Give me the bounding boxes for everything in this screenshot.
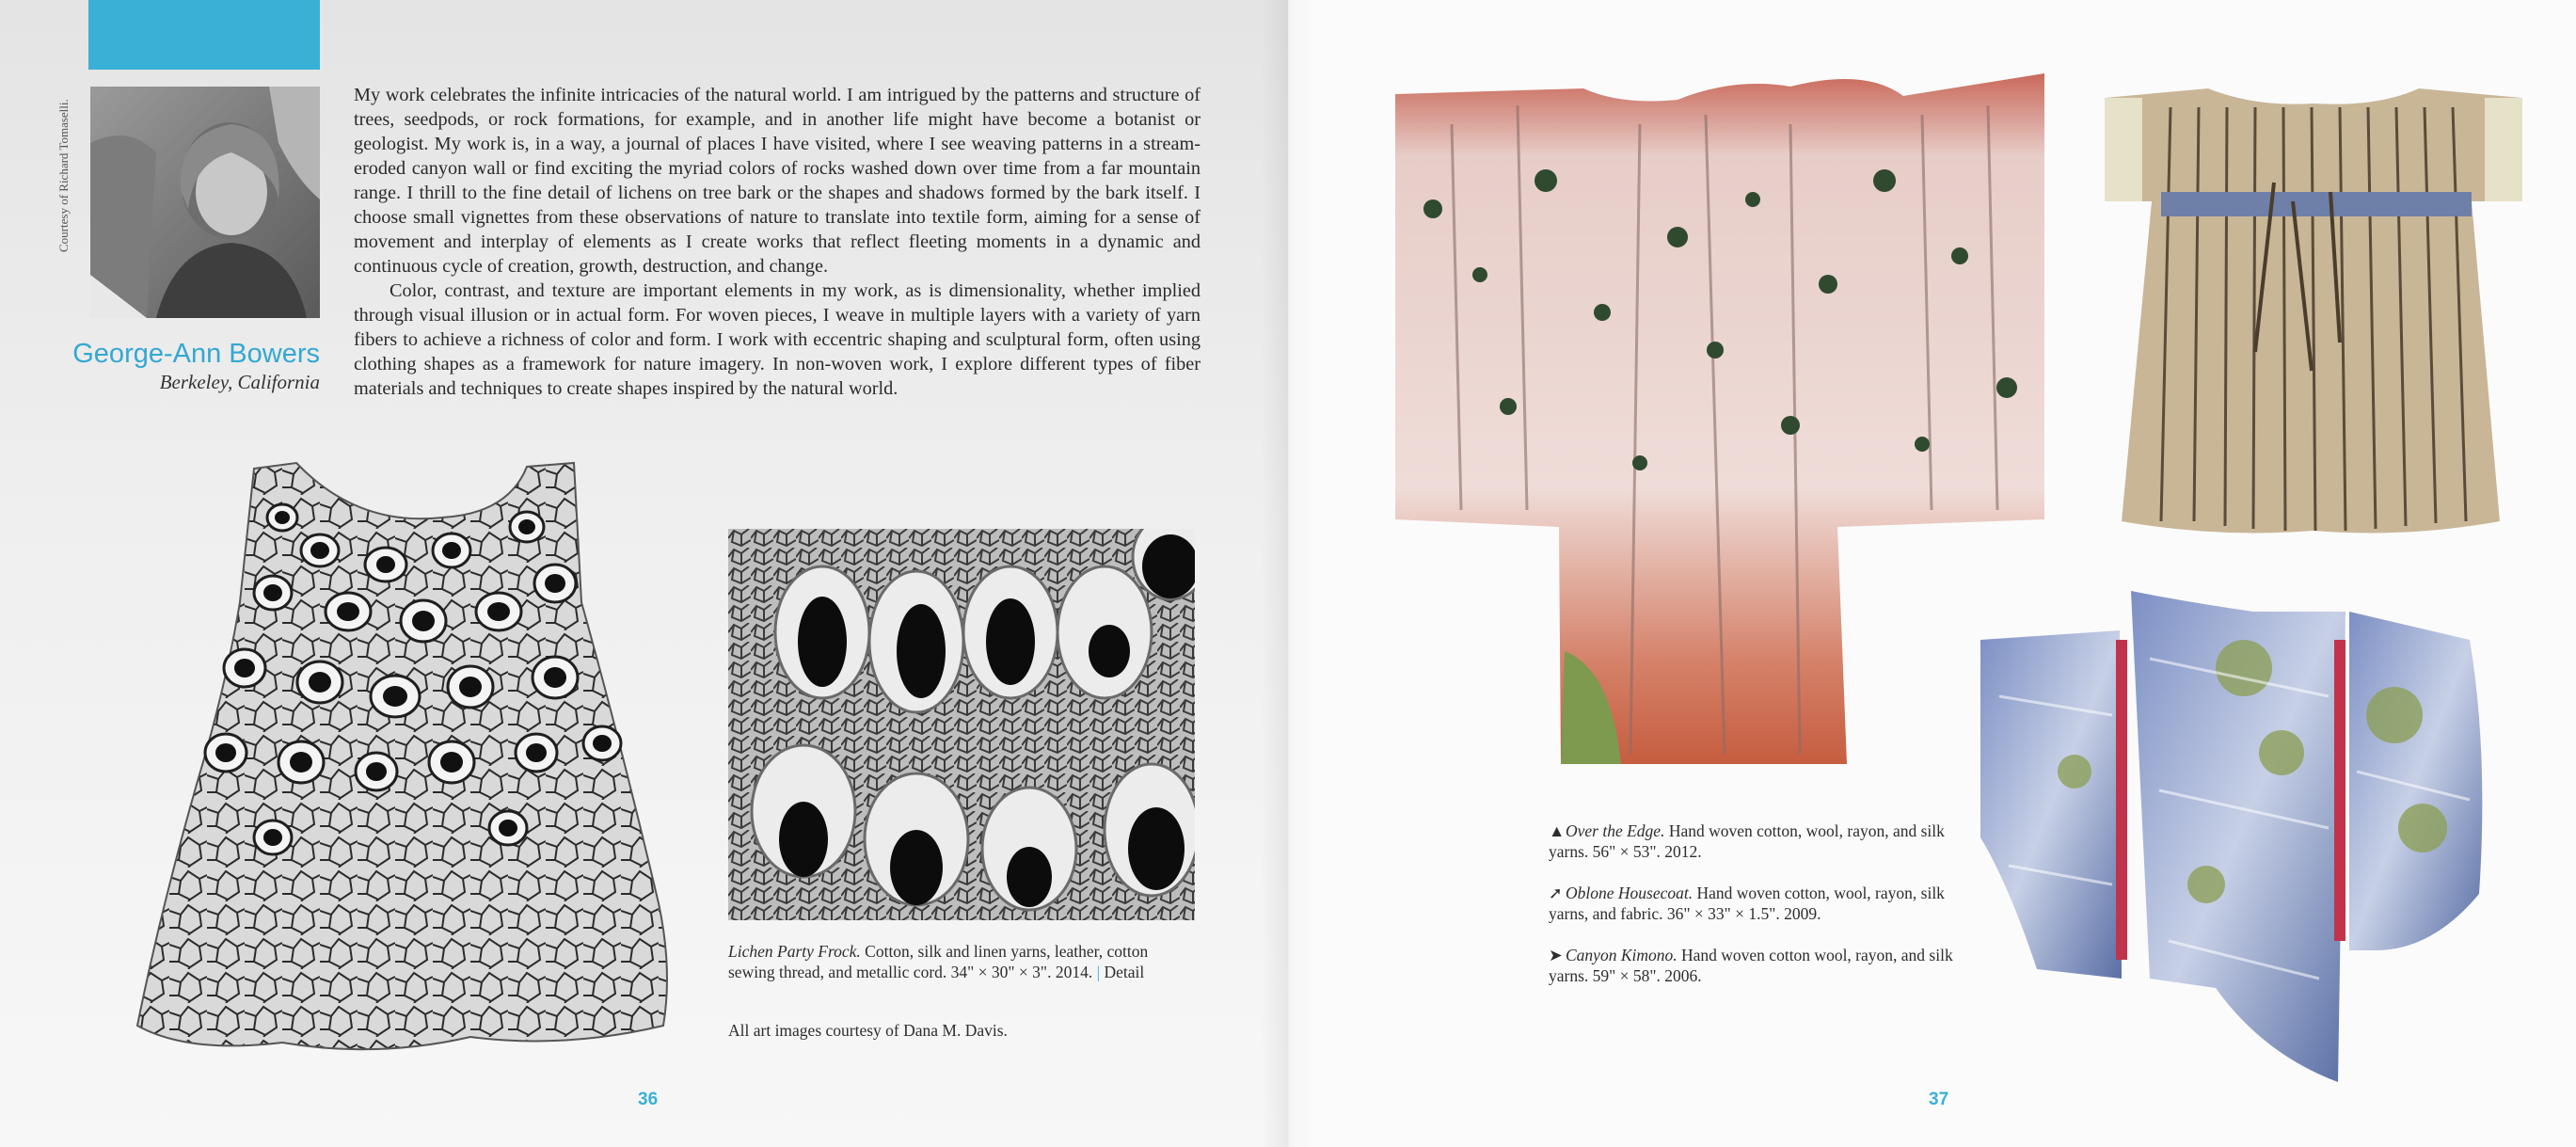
artist-portrait — [90, 87, 320, 318]
caption-text: Hand woven cotton, wool, rayon, silk yarns, and fabric. 36" × 33" × 1.5". 2009. — [1549, 884, 1945, 923]
right-captions — [1549, 820, 1953, 1007]
caption-detail: Detail — [1100, 963, 1145, 981]
artist-name: George-Ann Bowers — [72, 339, 320, 369]
caption-separator: | — [1096, 963, 1101, 981]
photo-credit — [56, 94, 75, 252]
page-number-right: 37 — [1929, 1090, 1949, 1109]
statement-paragraph: Color, contrast, and texture are important elements in my work, as is dimensionality, whether implied through visual illusion or in actual form. For woven pieces, I weave in multiple layers with a variety of yarn fibers to achieve a richness of color and form. I work with eccentric shaping and sculptural form, often using clothing shapes as a framework for nature imagery. In non-woven work, I explore different types of fiber materials and techniques to create shapes inspired by the natural world. — [354, 280, 1201, 399]
caption-text: Hand woven cotton wool, rayon, and silk yarns. 59" × 58". 2006. — [1549, 946, 1953, 985]
oblone-housecoat-image — [2105, 70, 2522, 538]
lichen-party-frock-detail-image — [728, 529, 1195, 920]
arrow-up-icon: ▲ — [1549, 821, 1566, 840]
photo-credit-text: Courtesy of Richard Tomaselli. — [56, 99, 71, 252]
artist-location: Berkeley, California — [159, 371, 320, 393]
caption-canyon-kimono — [1549, 945, 1953, 986]
caption-title: Lichen Party Frock. — [728, 942, 861, 961]
page-number-left: 36 — [638, 1090, 659, 1109]
section-tab — [88, 0, 320, 70]
arrow-right-icon: ➤ — [1549, 946, 1563, 964]
caption-over-the-edge — [1549, 820, 1953, 862]
caption-title: Oblone Housecoat. — [1566, 884, 1693, 902]
right-page — [1288, 0, 2576, 1147]
caption-text: Hand woven cotton, wool, rayon, and silk yarns. 56" × 53". 2012. — [1549, 821, 1945, 861]
frock-caption — [728, 941, 1170, 982]
artist-statement — [354, 83, 1201, 401]
lichen-party-frock-image — [132, 461, 682, 1059]
caption-title: Canyon Kimono. — [1566, 946, 1678, 964]
canyon-kimono-image — [1980, 583, 2507, 1082]
caption-oblone-housecoat — [1549, 883, 1953, 924]
book-gutter — [1261, 0, 1317, 1147]
over-the-edge-image — [1395, 68, 2044, 764]
art-courtesy: All art images courtesy of Dana M. Davis. — [728, 1021, 1008, 1040]
caption-title: Over the Edge. — [1566, 821, 1665, 840]
caption-text: Cotton, silk and linen yarns, leather, cotton sewing thread, and metallic cord. 34" × 30" × 3". 2014. — [728, 942, 1149, 981]
arrow-up-right-icon: ➚ — [1549, 884, 1563, 902]
statement-paragraph: My work celebrates the infinite intricacies of the natural world. I am intrigued by the patterns and structure of trees, seedpods, or rock formations, for example, and in another life might have become a botanist or geologist. My work is, in a way, a journal of places I have visited, where I see weaving patterns in a stream-eroded canyon wall or find exciting the myriad colors of rocks washed down over time from a far mountain range. I thrill to the fine detail of lichens on tree bark or the shapes and shadows formed by the bark itself. I choose small vignettes from these observations of nature to translate into textile form, aiming for a sense of movement and interplay of elements as I create works that reflect fleeting moments in a dynamic and continuous cycle of creation, growth, destruction, and change. — [354, 85, 1201, 277]
